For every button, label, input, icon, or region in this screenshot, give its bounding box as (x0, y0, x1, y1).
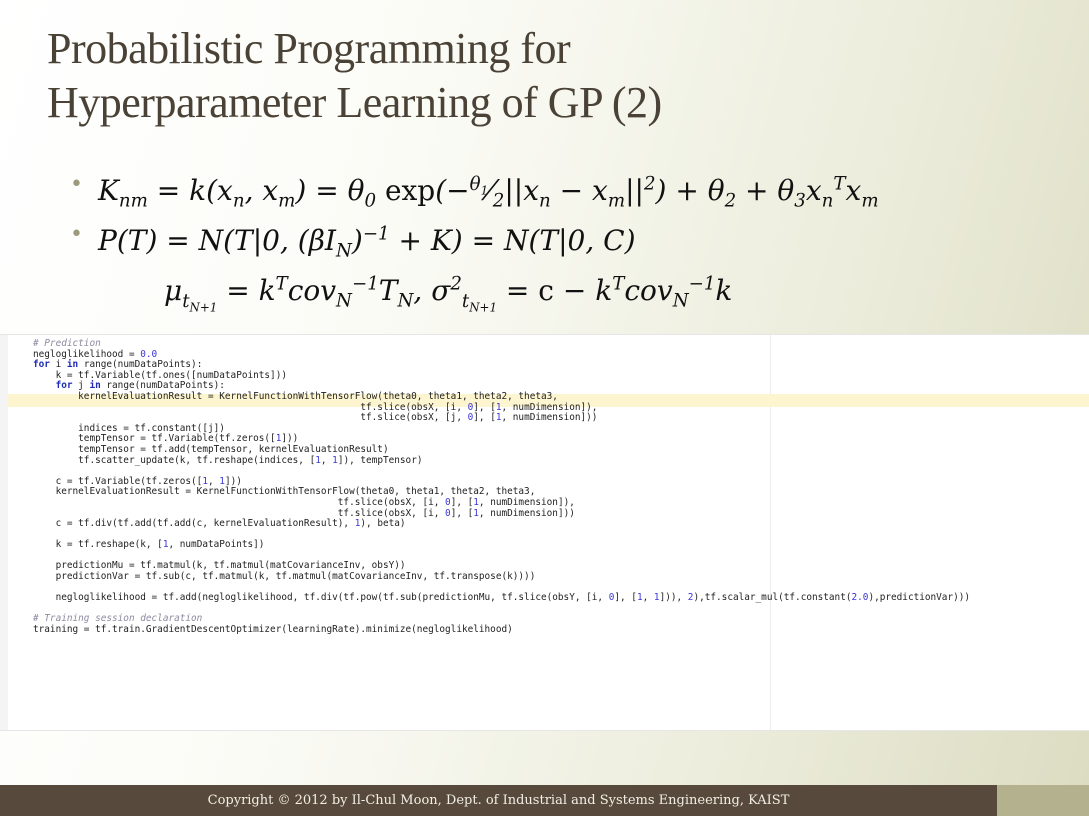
code-line: k = tf.Variable(tf.ones([numDataPoints])) (33, 369, 287, 381)
code-line: c = tf.Variable(tf.zeros([1, 1])) (33, 475, 242, 487)
code-line: tf.slice(obsX, [i, 0], [1, numDimension])) (33, 507, 575, 519)
code-line: kernelEvaluationResult = KernelFunctionWithTensorFlow(theta0, theta1, theta2, theta3, (33, 486, 536, 498)
bullet-dot-icon: • (70, 172, 83, 197)
code-line: kernelEvaluationResult = KernelFunctionWithTensorFlow(theta0, theta1, theta2, theta3, (33, 390, 558, 402)
kernel-equation (70, 160, 1070, 210)
slide-title-line-2: Hyperparameter Learning of GP (2) (47, 78, 662, 127)
slide-title-line-1: Probabilistic Programming for (47, 24, 571, 73)
equation-list (70, 160, 1070, 315)
code-line: c = tf.div(tf.add(tf.add(c, kernelEvaluationResult), 1), beta) (33, 518, 406, 530)
code-line: tf.slice(obsX, [j, 0], [1, numDimension])) (33, 412, 598, 424)
code-line: tf.slice(obsX, [i, 0], [1, numDimension]), (33, 496, 575, 508)
footer-bar (0, 785, 997, 816)
predictive-equation-text: $\mu_{t_{N+1}} = k^Tcov_N^{-1}T_N$, $\sigma^2_{t_{N+1}} = c - k^Tcov_N^{-1}k$ (164, 274, 733, 315)
bullet-dot-icon: • (70, 222, 83, 247)
code-screenshot (0, 334, 1089, 731)
editor-gutter (0, 335, 8, 730)
likelihood-equation-text: P(T) = N(T|0, $(\beta I_N)^{-1} + K) = N(T|0$, C) (98, 224, 636, 262)
code-line: for i in range(numDataPoints): (33, 359, 203, 371)
code-line: for j in range(numDataPoints): (55, 380, 225, 392)
footer-corner-block (997, 785, 1089, 816)
code-line: tf.slice(obsX, [i, 0], [1, numDimension]), (33, 401, 598, 413)
code-line: tf.scatter_update(k, tf.reshape(indices, [1, 1]), tempTensor) (33, 454, 423, 466)
copyright-text: Copyright © 2012 by Il-Chul Moon, Dept. of Industrial and Systems Engineering, KAIST (207, 793, 790, 808)
code-line: indices = tf.constant([j]) (33, 422, 225, 434)
code-line: predictionVar = tf.sub(c, tf.matmul(k, tf.matmul(matCovarianceInv, tf.transpose(k)))) (33, 571, 536, 583)
kernel-equation-text: $K_{nm} = k(x_n$, $x_m) = \theta_0$ $\exp(-^{\theta_1}⁄_2||x_n - x_m||^2) + \theta_2 + \theta_3x_n^Tx_m$ (98, 174, 879, 212)
code-line: # Training session declaration (33, 613, 203, 625)
code-line: negloglikelihood = 0.0 (33, 348, 158, 360)
footer (0, 785, 1089, 816)
code-line: k = tf.reshape(k, [1, numDataPoints]) (33, 539, 265, 551)
likelihood-equation (70, 210, 1070, 260)
code-line: # Prediction (33, 338, 101, 349)
code-line: predictionMu = tf.matmul(k, tf.matmul(matCovarianceInv, obsY)) (33, 560, 406, 572)
code-line: negloglikelihood = tf.add(negloglikelihood, tf.div(tf.pow(tf.sub(predictionMu, tf.slice(obsY, [i, 0], [1, 1])), 2),tf.scalar_mul(tf.constant(2.0),predictionVar))) (33, 592, 971, 604)
code-block (33, 339, 970, 636)
predictive-equation (70, 260, 1070, 315)
slide-title (47, 22, 1047, 130)
code-line: tempTensor = tf.Variable(tf.zeros([1])) (33, 433, 299, 445)
code-line: training = tf.train.GradientDescentOptimizer(learningRate).minimize(negloglikelihood) (33, 624, 513, 636)
code-line: tempTensor = tf.add(tempTensor, kernelEvaluationResult) (33, 443, 389, 455)
